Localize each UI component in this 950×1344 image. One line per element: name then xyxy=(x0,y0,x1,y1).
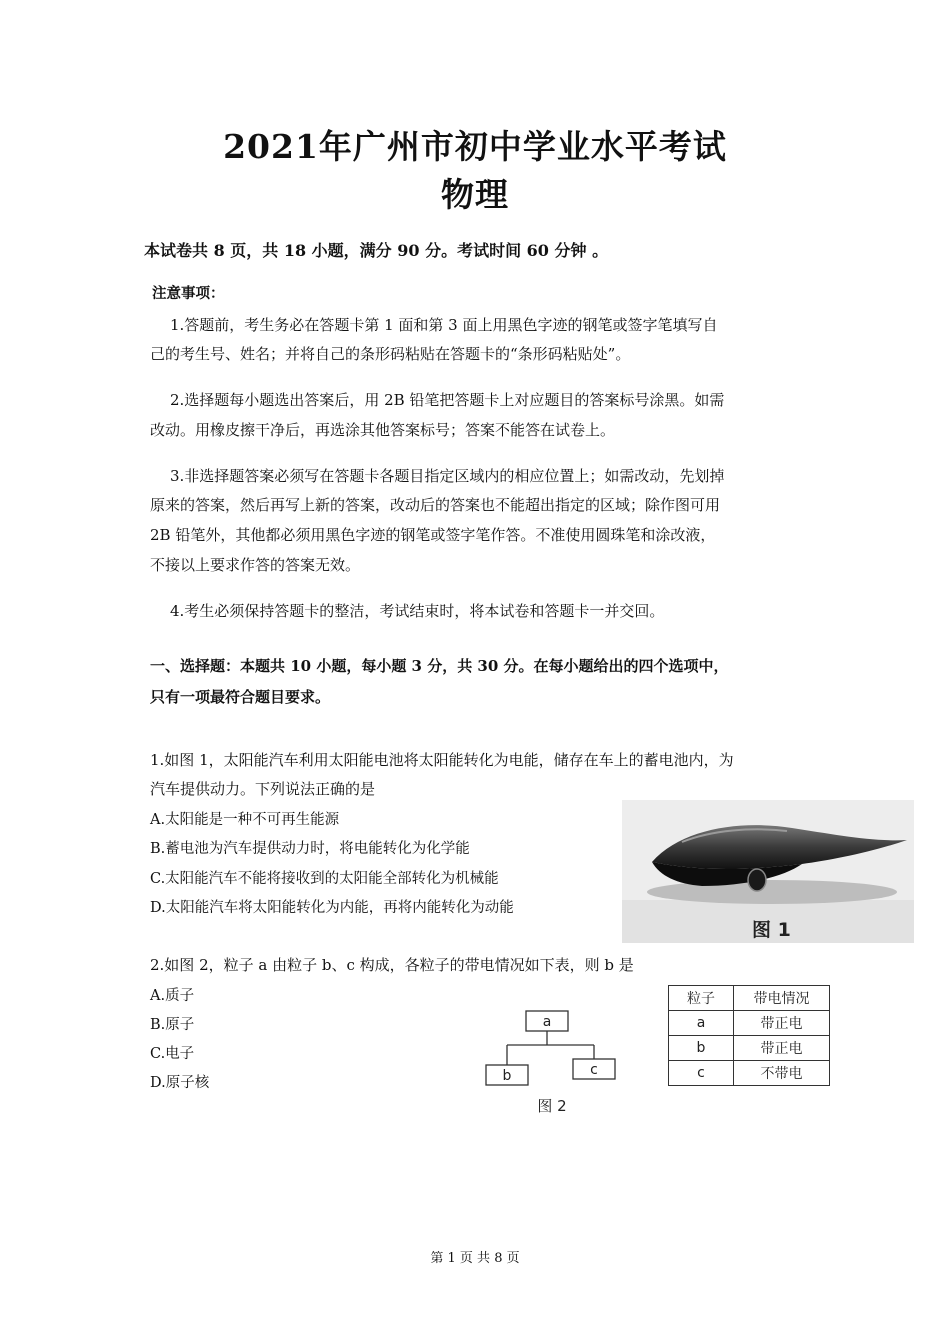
subject-title: 物理 xyxy=(441,175,509,214)
notice-line: 原来的答案，然后再写上新的答案，改动后的答案也不能超出指定的区域；除作图可用 xyxy=(150,496,721,514)
notice-line: 己的考生号、姓名；并将自己的条形码粘贴在答题卡的“条形码粘贴处”。 xyxy=(150,345,631,363)
table-row xyxy=(669,1036,830,1061)
notice-line: 2.选择题每小题选出答案后，用 2B 铅笔把答题卡上对应题目的答案标号涂黑。如需 xyxy=(170,391,725,409)
table-cell: b xyxy=(669,1036,734,1061)
question-stem: 2.如图 2，粒子 a 由粒子 b、c 构成，各粒子的带电情况如下表，则 b 是 xyxy=(150,956,634,974)
option-a: A.太阳能是一种不可再生能源 xyxy=(150,812,340,828)
table-header: 带电情况 xyxy=(734,986,830,1011)
notice-line: 1.答题前，考生务必在答题卡第 1 面和第 3 面上用黑色字迹的钢笔或签字笔填写自 xyxy=(170,316,718,334)
particle-a-label: a xyxy=(542,1014,552,1030)
section-heading: 一、选择题：本题共 10 小题，每小题 3 分，共 30 分。在每小题给出的四个选项中， xyxy=(150,657,729,675)
table-cell: c xyxy=(669,1061,734,1086)
option-b: B.蓄电池为汽车提供动力时，将电能转化为化学能 xyxy=(150,841,470,857)
figure-2-label: 图 2 xyxy=(537,1097,567,1115)
notice-heading: 注意事项： xyxy=(152,285,225,302)
notice-line: 3.非选择题答案必须写在答题卡各题目指定区域内的相应位置上；如需改动，先划掉 xyxy=(170,467,725,485)
notice-line: 改动。用橡皮擦干净后，再选涂其他答案标号；答案不能答在试卷上。 xyxy=(150,421,616,439)
table-row xyxy=(669,1011,830,1036)
option-c: C.太阳能汽车不能将接收到的太阳能全部转化为机械能 xyxy=(150,871,499,887)
particle-c-label: c xyxy=(590,1062,598,1078)
option-d: D.原子核 xyxy=(150,1075,210,1091)
particle-b-label: b xyxy=(502,1068,512,1084)
table-cell: 不带电 xyxy=(734,1061,830,1086)
page-title: 2021年广州市初中学业水平考试 xyxy=(223,127,727,166)
option-c: C.电子 xyxy=(150,1046,195,1062)
table-cell: 带正电 xyxy=(734,1011,830,1036)
option-b: B.原子 xyxy=(150,1017,195,1033)
option-d: D.太阳能汽车将太阳能转化为内能，再将内能转化为动能 xyxy=(150,900,514,916)
figure-1-label: 图 1 xyxy=(752,919,791,941)
option-a: A.质子 xyxy=(150,988,195,1004)
notice-line: 4.考生必须保持答题卡的整洁，考试结束时，将本试卷和答题卡一并交回。 xyxy=(170,602,665,620)
charge-table xyxy=(668,985,830,1086)
exam-info: 本试卷共 8 页，共 18 小题，满分 90 分。考试时间 60 分钟 。 xyxy=(144,241,609,260)
table-header: 粒子 xyxy=(669,986,734,1011)
question-stem: 汽车提供动力。下列说法正确的是 xyxy=(150,780,376,798)
particle-diagram xyxy=(480,1005,630,1117)
table-row xyxy=(669,1061,830,1086)
section-heading: 只有一项最符合题目要求。 xyxy=(150,688,331,706)
question-stem: 1.如图 1，太阳能汽车利用太阳能电池将太阳能转化为电能，储存在车上的蓄电池内，为 xyxy=(150,751,734,769)
solar-car-figure xyxy=(622,800,914,943)
table-cell: 带正电 xyxy=(734,1036,830,1061)
notice-line: 不接以上要求作答的答案无效。 xyxy=(150,556,361,574)
table-cell: a xyxy=(669,1011,734,1036)
table-header-row xyxy=(669,986,830,1011)
notice-line: 2B 铅笔外，其他都必须用黑色字迹的钢笔或签字笔作答。不准使用圆珠笔和涂改液， xyxy=(150,526,716,544)
solar-car-illustration xyxy=(622,800,914,943)
page-footer: 第 1 页 共 8 页 xyxy=(430,1251,520,1266)
